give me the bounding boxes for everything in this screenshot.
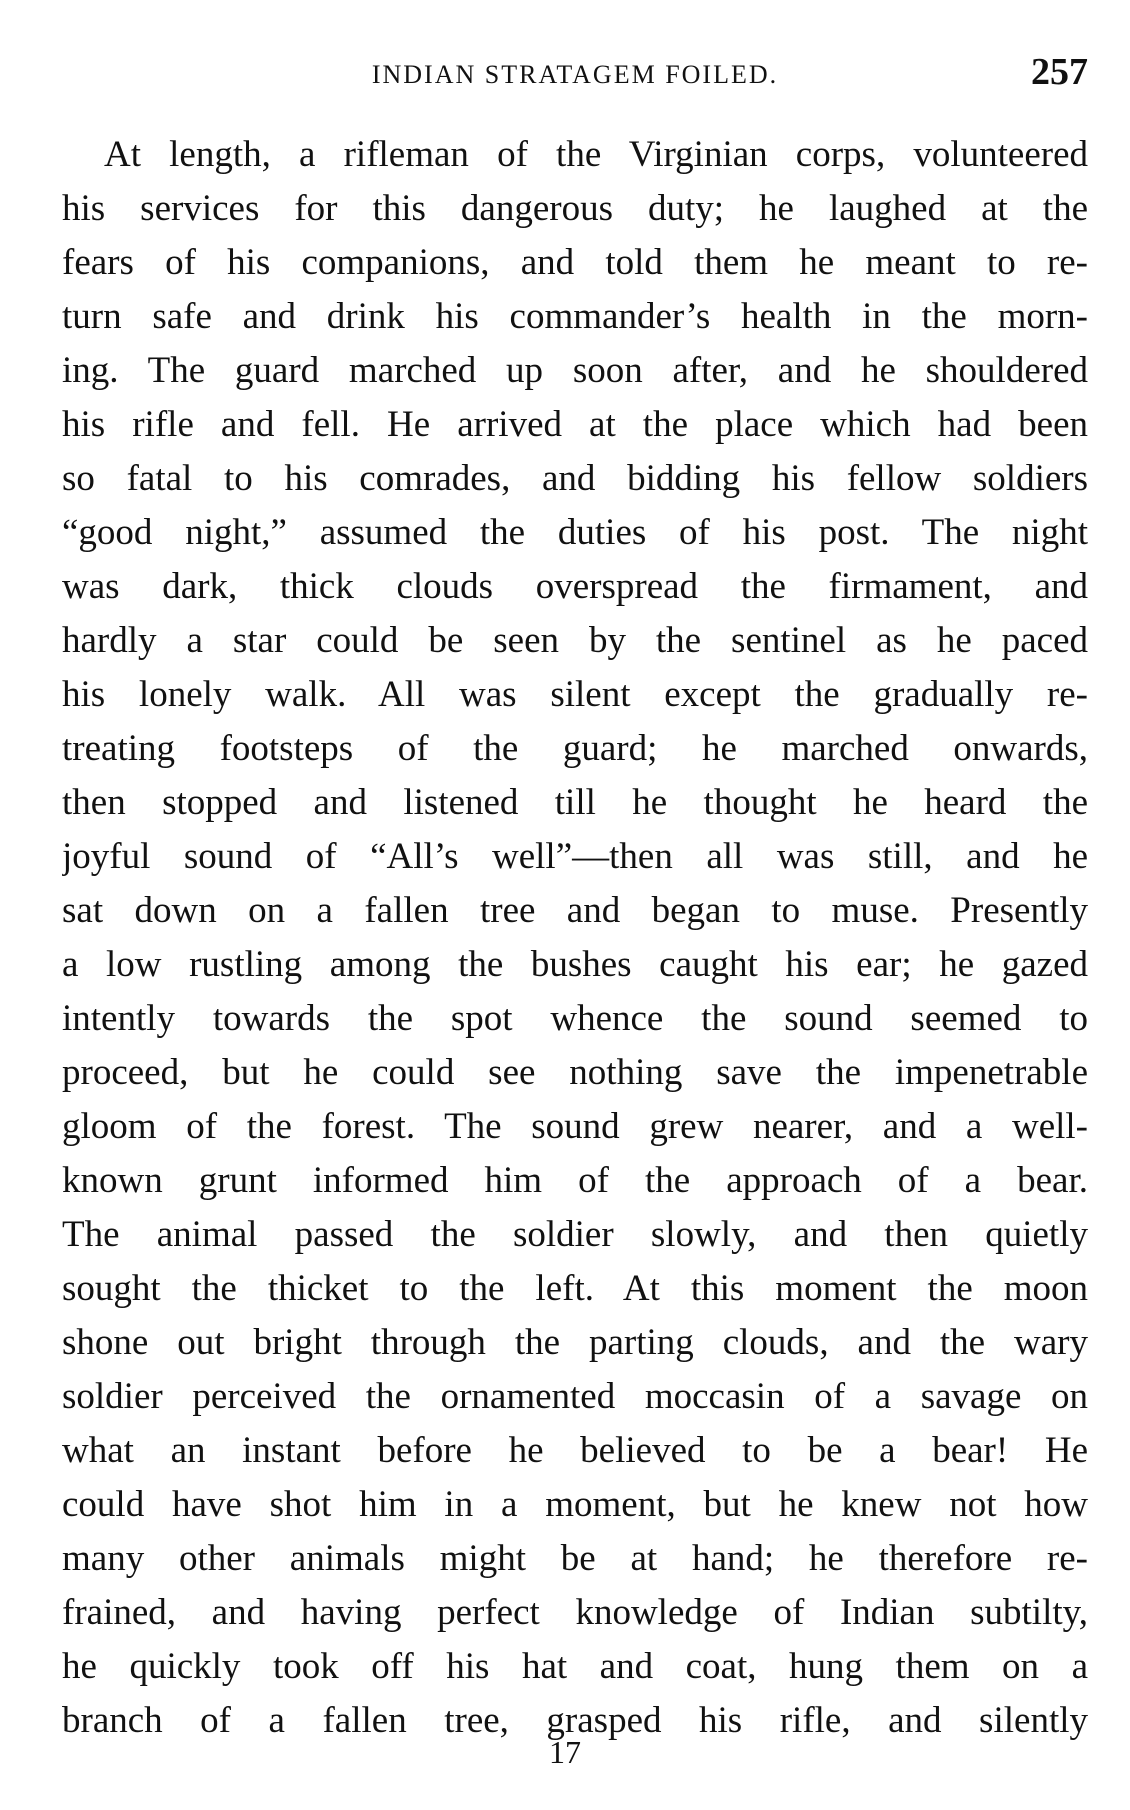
text-line: branch of a fallen tree, grasped his rifle, and silently <box>62 1700 1088 1741</box>
signature-mark: 17 <box>549 1734 581 1770</box>
text-line: known grunt informed him of the approach of a bear. <box>62 1160 1088 1201</box>
text-line: many other animals might be at hand; he therefore re- <box>62 1538 1088 1579</box>
text-line: his services for this dangerous duty; he laughed at the <box>62 188 1088 229</box>
text-line: sat down on a fallen tree and began to muse. Presently <box>62 890 1088 931</box>
text-line: he quickly took off his hat and coat, hung them on a <box>62 1646 1088 1687</box>
running-title: INDIAN STRATAGEM FOILED. <box>371 60 779 89</box>
text-line: turn safe and drink his commander’s health in the morn- <box>62 296 1088 337</box>
text-line: shone out bright through the parting clouds, and the wary <box>62 1322 1088 1363</box>
text-line: proceed, but he could see nothing save the impenetrable <box>62 1052 1088 1093</box>
text-line: was dark, thick clouds overspread the firmament, and <box>62 566 1088 607</box>
text-line: The animal passed the soldier slowly, and then quietly <box>62 1214 1088 1255</box>
text-line: a low rustling among the bushes caught his ear; he gazed <box>62 944 1088 985</box>
text-line: fears of his companions, and told them he meant to re- <box>62 242 1088 283</box>
text-line: soldier perceived the ornamented moccasin of a savage on <box>62 1376 1088 1417</box>
text-line: intently towards the spot whence the sound seemed to <box>62 998 1088 1039</box>
text-line: his lonely walk. All was silent except the gradually re- <box>62 674 1088 715</box>
text-line: hardly a star could be seen by the sentinel as he paced <box>62 620 1088 661</box>
text-line: then stopped and listened till he thought he heard the <box>62 782 1088 823</box>
text-line: At length, a rifleman of the Virginian corps, volunteered <box>104 134 1088 175</box>
running-head <box>62 48 1088 98</box>
text-line: joyful sound of “All’s well”—then all was still, and he <box>62 836 1088 877</box>
body-paragraph <box>62 128 1088 1748</box>
text-line: so fatal to his comrades, and bidding his fellow soldiers <box>62 458 1088 499</box>
text-line: treating footsteps of the guard; he marched onwards, <box>62 728 1088 769</box>
page-number: 257 <box>1031 51 1088 93</box>
text-line: his rifle and fell. He arrived at the place which had been <box>62 404 1088 445</box>
text-line: gloom of the forest. The sound grew nearer, and a well- <box>62 1106 1088 1147</box>
text-line: frained, and having perfect knowledge of Indian subtilty, <box>62 1592 1088 1633</box>
text-line: could have shot him in a moment, but he knew not how <box>62 1484 1088 1525</box>
text-line: what an instant before he believed to be a bear! He <box>62 1430 1088 1471</box>
text-line: sought the thicket to the left. At this moment the moon <box>62 1268 1088 1309</box>
text-line: “good night,” assumed the duties of his post. The night <box>62 512 1088 553</box>
text-line: ing. The guard marched up soon after, and he shouldered <box>62 350 1088 391</box>
